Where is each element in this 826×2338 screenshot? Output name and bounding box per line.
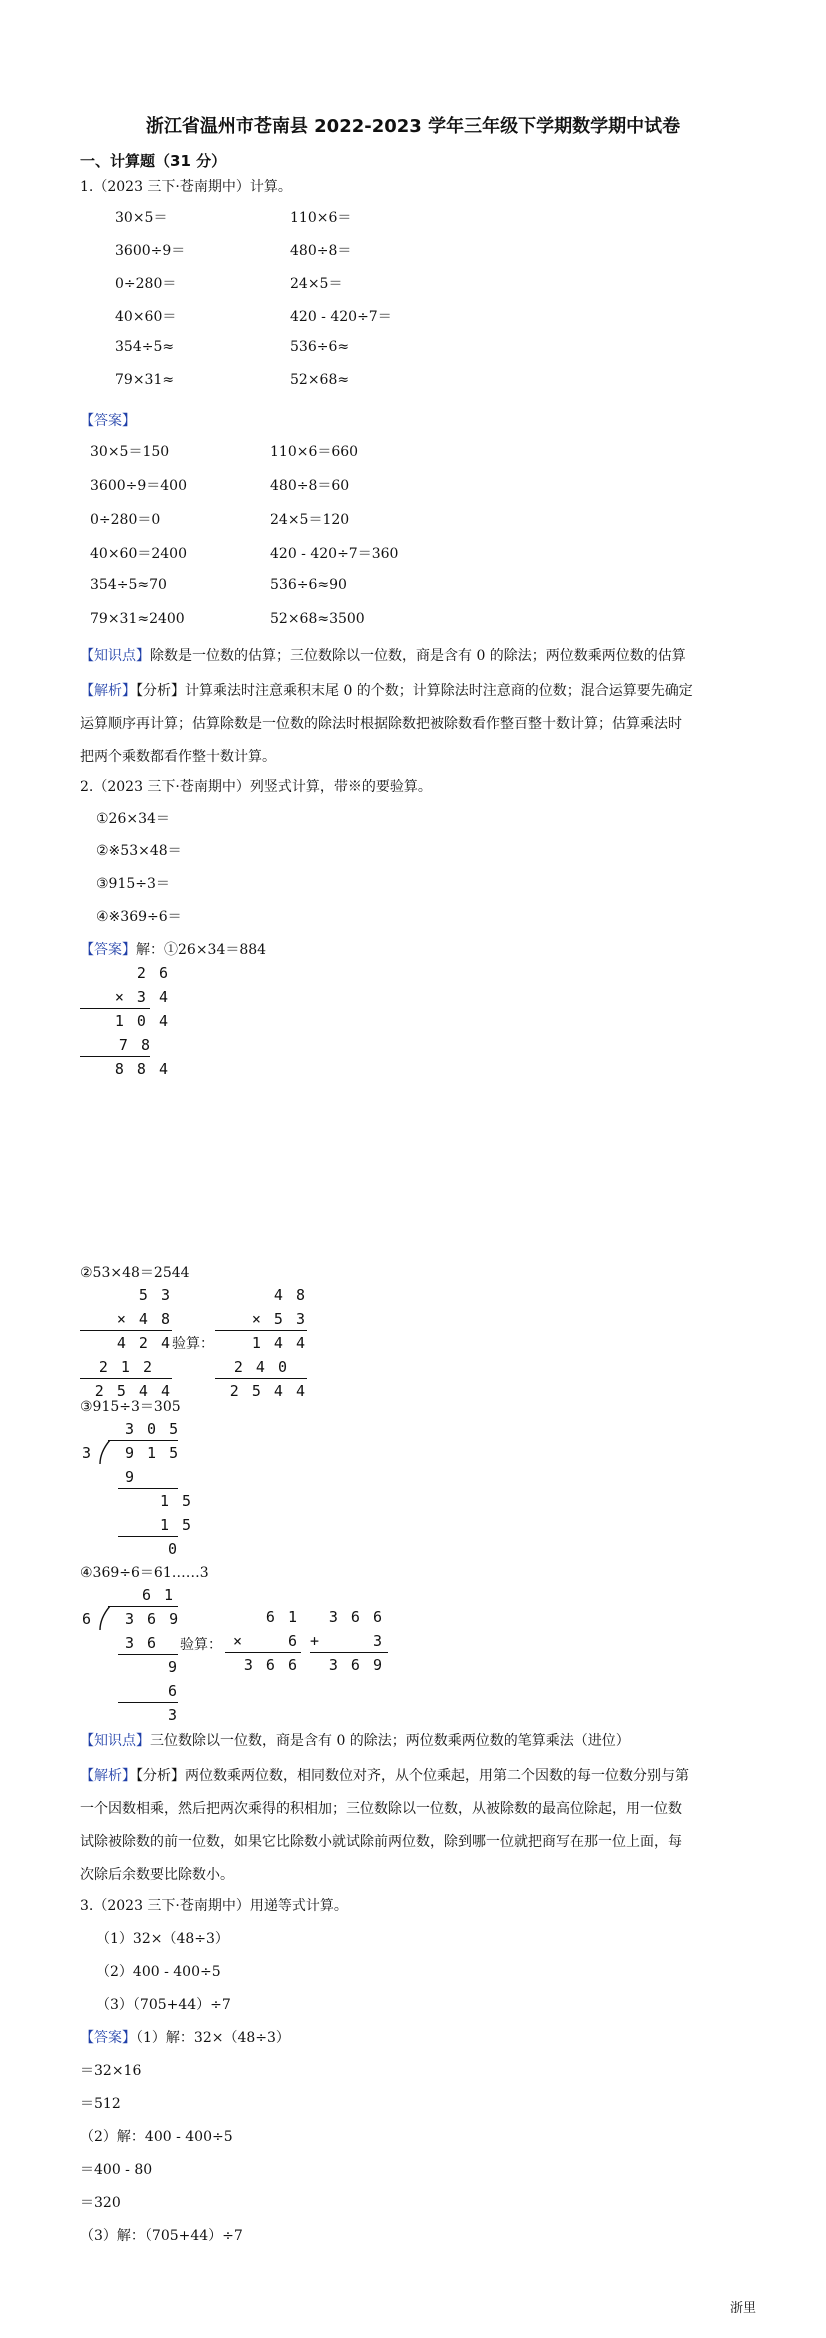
- calc-row: +: [310, 1632, 322, 1650]
- quotient: 6 1: [142, 1586, 176, 1604]
- calc-row: 2 5 4 4: [229, 1382, 307, 1400]
- analysis-label: 【解析】: [80, 1768, 136, 1784]
- calc-row: 3 6 6: [328, 1608, 384, 1626]
- calc-row: 8 8 4: [114, 1060, 170, 1078]
- calc-row: × 4 8: [116, 1310, 172, 1328]
- q2-answer: [80, 939, 266, 959]
- answer-line: ＝400 - 80: [80, 2162, 153, 2178]
- q3-item: （2）400 - 400÷5: [96, 1964, 221, 1980]
- knowledge-point: [80, 645, 686, 665]
- calc-cell: 30×5＝150: [90, 444, 170, 460]
- question-1-head: 1.（2023 三下·苍南期中）计算。: [80, 179, 292, 195]
- divisor: 3: [82, 1444, 94, 1462]
- q2-item: ③915÷3＝: [96, 876, 170, 892]
- calc-cell: 354÷5≈: [115, 339, 175, 355]
- q3-item: （1）32×（48÷3）: [96, 1931, 229, 1947]
- calc-cell: 52×68≈3500: [270, 611, 365, 627]
- analysis-line: 运算顺序再计算；估算除数是一位数的除法时根据除数把被除数看作整百整十数计算；估算乘法时: [80, 716, 682, 732]
- answer-line: ＝320: [80, 2195, 121, 2211]
- calc-row: 9: [125, 1468, 137, 1486]
- calc-cell: 480÷8＝: [290, 243, 352, 259]
- knowledge-point-text: 除数是一位数的估算；三位数除以一位数，商是含有 0 的除法；两位数乘两位数的估算: [150, 648, 686, 664]
- divisor: 6: [82, 1610, 94, 1628]
- calc-cell: 30×5＝: [115, 210, 168, 226]
- answer-line: ＝512: [80, 2096, 121, 2112]
- knowledge-point: [80, 1730, 630, 1750]
- analysis: [80, 675, 693, 774]
- check-label: 验算：: [172, 1336, 214, 1352]
- calc-cell: 24×5＝: [290, 276, 343, 292]
- analysis-label: 【解析】: [80, 683, 136, 699]
- calc-row: 2 1 2: [98, 1358, 154, 1376]
- calc-cell: 0÷280＝0: [90, 512, 161, 528]
- calc-cell: 480÷8＝60: [270, 478, 350, 494]
- calc-row: × 3 4: [114, 988, 170, 1006]
- q2-item: ②※53×48＝: [96, 843, 182, 859]
- vertical-calc-2-check: [215, 1282, 315, 1400]
- analysis-line: 次除后余数要比除数小。: [80, 1867, 234, 1883]
- calc-row: 9: [168, 1658, 180, 1676]
- page-footer: 浙里: [729, 2301, 756, 2316]
- calc-row: 4 8: [273, 1286, 307, 1304]
- q2-answer-2: ②53×48＝2544: [80, 1265, 190, 1281]
- vertical-calc-4-check-mult: [225, 1604, 305, 1694]
- knowledge-point-label: 【知识点】: [80, 648, 150, 664]
- answer-label: 【答案】: [80, 2030, 136, 2046]
- calc-cell: 110×6＝: [290, 210, 352, 226]
- calc-cell: 40×60＝2400: [90, 546, 187, 562]
- answer-text: 解：①26×34＝884: [136, 942, 267, 958]
- vertical-calc-4-check-add: [310, 1604, 390, 1694]
- calc-row: 3 6 6: [243, 1656, 299, 1674]
- calc-row: 2 5 4 4: [94, 1382, 172, 1400]
- calc-row: 1 4 4: [251, 1334, 307, 1352]
- calc-row: 7 8: [118, 1036, 152, 1054]
- q3-answer: [80, 2027, 290, 2047]
- knowledge-point-label: 【知识点】: [80, 1733, 150, 1749]
- answer-line: ＝32×16: [80, 2063, 142, 2079]
- calc-row: 1 5: [160, 1492, 194, 1510]
- question-3-head: 3.（2023 三下·苍南期中）用递等式计算。: [80, 1898, 348, 1914]
- section-heading: 一、计算题（31 分）: [80, 152, 227, 170]
- calc-row: 4 2 4: [116, 1334, 172, 1352]
- calc-row: 6 1: [265, 1608, 299, 1626]
- calc-cell: 3600÷9＝400: [90, 478, 187, 494]
- answer-label: 【答案】: [80, 942, 136, 958]
- calc-row: 3 6: [125, 1634, 159, 1652]
- q2-item: ①26×34＝: [96, 811, 170, 827]
- analysis-line: 把两个乘数都看作整十数计算。: [80, 749, 276, 765]
- page-title: 浙江省温州市苍南县 2022-2023 学年三年级下学期数学期中试卷: [145, 116, 681, 137]
- analysis-line: 试除被除数的前一位数，如果它比除数小就试除前两位数，除到哪一位就把商写在那一位上面，每: [80, 1834, 682, 1850]
- question-2-head: 2.（2023 三下·苍南期中）列竖式计算，带※的要验算。: [80, 779, 432, 795]
- analysis: [80, 1760, 689, 1892]
- calc-cell: 0÷280＝: [115, 276, 177, 292]
- answer-label: 【答案】: [80, 413, 136, 429]
- calc-row: 3: [372, 1632, 384, 1650]
- calc-row: 6: [287, 1632, 299, 1650]
- analysis-line: 【分析】计算乘法时注意乘积末尾 0 的个数；计算除法时注意商的位数；混合运算要先确定: [136, 683, 693, 699]
- calc-cell: 420 - 420÷7＝360: [270, 546, 399, 562]
- calc-cell: 536÷6≈90: [270, 577, 347, 593]
- q2-item: ④※369÷6＝: [96, 909, 182, 925]
- calc-row: 5 3: [138, 1286, 172, 1304]
- q2-answer-3: ③915÷3＝305: [80, 1399, 181, 1415]
- calc-row: 3 6 9: [328, 1656, 384, 1674]
- analysis-line: 【分析】两位数乘两位数，相同数位对齐，从个位乘起，用第二个因数的每一位数分别与第: [136, 1768, 689, 1784]
- calc-row: × 5 3: [251, 1310, 307, 1328]
- answer-line: （1）解：32×（48÷3）: [136, 2030, 290, 2046]
- calc-cell: 52×68≈: [290, 372, 350, 388]
- calc-cell: 110×6＝660: [270, 444, 359, 460]
- calc-row: 3: [168, 1706, 180, 1724]
- calc-cell: 536÷6≈: [290, 339, 350, 355]
- analysis-line: 一个因数相乘，然后把两次乘得的积相加；三位数除以一位数，从被除数的最高位除起，用一位数: [80, 1801, 682, 1817]
- q3-item: （3）（705+44）÷7: [96, 1997, 231, 2013]
- calc-cell: 420 - 420÷7＝: [290, 309, 392, 325]
- q2-answer-4: ④369÷6＝61……3: [80, 1565, 209, 1581]
- calc-cell: 79×31≈2400: [90, 611, 185, 627]
- dividend: 3 6 9: [125, 1610, 181, 1628]
- vertical-calc-2: [80, 1282, 180, 1400]
- calc-cell: 79×31≈: [115, 372, 175, 388]
- calc-row: 6: [168, 1682, 180, 1700]
- answer-line: （2）解：400 - 400÷5: [80, 2129, 233, 2145]
- calc-cell: 3600÷9＝: [115, 243, 186, 259]
- vertical-division-3: [80, 1416, 194, 1566]
- calc-cell: 24×5＝120: [270, 512, 350, 528]
- knowledge-point-text: 三位数除以一位数，商是含有 0 的除法；两位数乘两位数的笔算乘法（进位）: [150, 1733, 630, 1749]
- calc-cell: 354÷5≈70: [90, 577, 167, 593]
- calc-row: 0: [168, 1540, 180, 1558]
- division-bracket: [98, 1606, 112, 1630]
- calc-row: 2 6: [136, 964, 170, 982]
- calc-cell: 40×60＝: [115, 309, 177, 325]
- calc-row: 1 5: [160, 1516, 194, 1534]
- vertical-division-4: [80, 1582, 190, 1732]
- answer-line: （3）解：（705+44）÷7: [80, 2228, 243, 2244]
- dividend: 9 1 5: [125, 1444, 181, 1462]
- calc-row: ×: [233, 1632, 245, 1650]
- quotient: 3 0 5: [125, 1420, 181, 1438]
- check-label: 验算：: [180, 1637, 222, 1653]
- calc-row: 1 0 4: [114, 1012, 170, 1030]
- calc-row: 2 4 0: [233, 1358, 289, 1376]
- division-bracket: [98, 1440, 112, 1464]
